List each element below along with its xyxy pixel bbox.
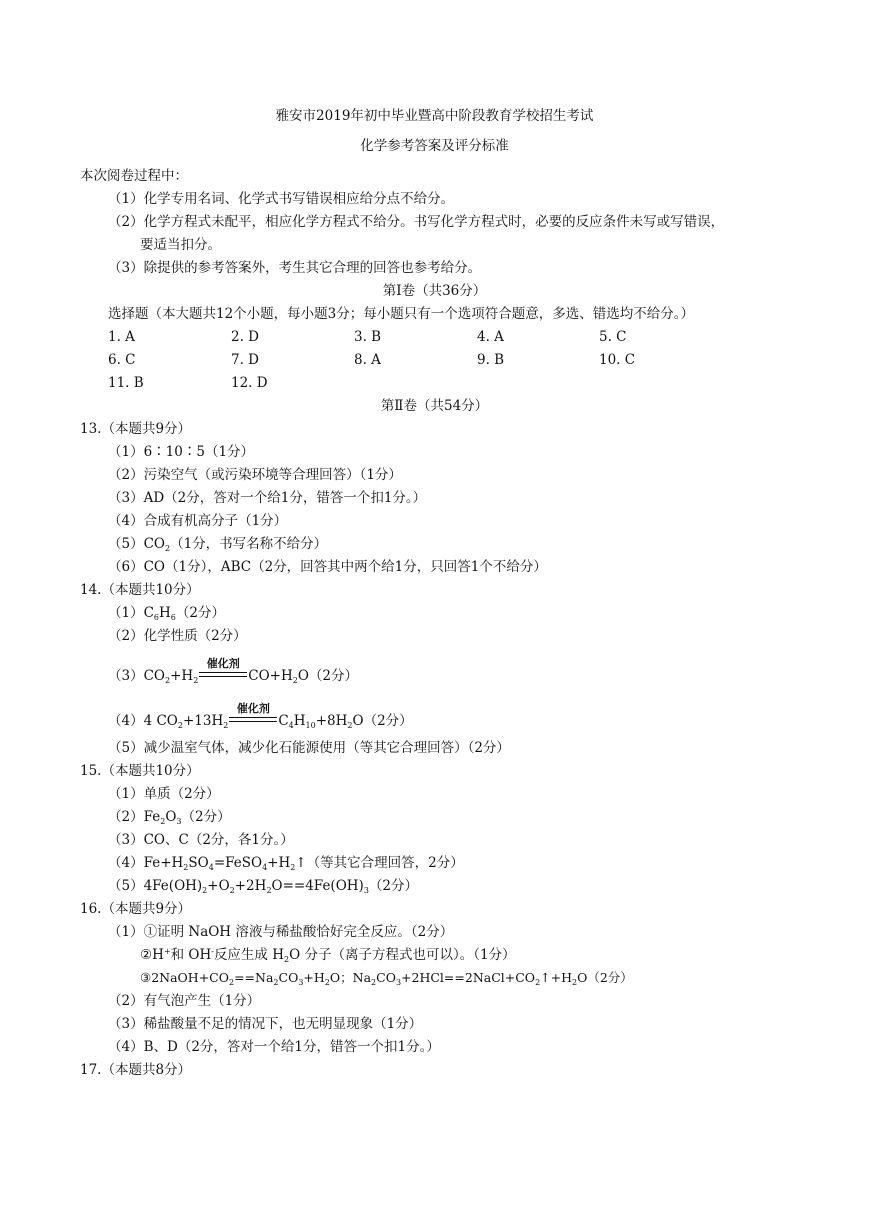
answer-11: 11. B	[108, 375, 144, 391]
q16-answer-3: （3）稀盐酸量不足的情况下，也无明显现象（1分）	[108, 1016, 423, 1032]
q16-answer-1b: ②H+和 OH-反应生成 $H_2O$ 分子（离子方程式也可以）。（1分）	[140, 947, 516, 964]
page-subtitle: 化学参考答案及评分标准	[360, 138, 509, 154]
q16-heading: 16.（本题共9分）	[80, 901, 192, 917]
note-2b: 要适当扣分。	[140, 237, 221, 253]
q15-answer-5: $(5)4Fe(OH)_2+O_2+2H_2O==4Fe(OH)_3(2$分）	[108, 878, 418, 895]
notes-intro: 本次阅卷过程中：	[80, 168, 188, 184]
note-3: （3）除提供的参考答案外，考生其它合理的回答也参考给分。	[108, 260, 482, 276]
q14-answer-4: （4）4 $CO_2+13H_2$ 催化剂 $C_4H_{10}+8H_2O(2$分）	[108, 702, 413, 730]
catalyst-equation-sign: 催化剂	[199, 667, 247, 685]
q15-answer-2: $(2)Fe_2O_3(2$分）	[108, 809, 231, 826]
answer-6: 6. C	[108, 352, 136, 368]
q13-heading: 13.（本题共9分）	[80, 421, 192, 437]
q14-answer-3: $(3)CO_2+H_2$ 催化剂 $CO+H_2O(2$分）	[108, 657, 359, 685]
q16-answer-4: （4）B、D（2分，答对一个给1分，错答一个扣1分。）	[108, 1039, 440, 1055]
answer-12: 12. D	[231, 375, 268, 391]
q15-answer-4: $(4)Fe+H_2SO_4=FeSO_4+H_2↑$（等其它合理回答，2分）	[108, 855, 464, 872]
catalyst-equation-sign: 催化剂	[229, 712, 277, 730]
q13-answer-1: （1）6∶10∶5（1分）	[108, 444, 255, 460]
answer-5: 5. C	[599, 329, 627, 345]
q16-answer-1c: $③2NaOH+CO_2==Na_2CO_3+H_2O$；$Na_2CO_3+2HCl==2NaCl+CO_2↑+H_2O(2$分）	[140, 970, 633, 987]
q16-answer-1a: （1）①证明 NaOH 溶液与稀盐酸恰好完全反应。（2分）	[108, 924, 454, 940]
q15-answer-3: （3）CO、C（2分，各1分。）	[108, 832, 294, 848]
q14-answer-2: （2）化学性质（2分）	[108, 628, 247, 644]
note-2a: （2）化学方程式未配平，相应化学方程式不给分。书写化学方程式时，必要的反应条件未写或写错误，	[108, 214, 725, 230]
part2-heading: 第Ⅱ卷（共54分）	[380, 398, 489, 414]
answer-4: 4. A	[477, 329, 504, 345]
q16-answer-2: （2）有气泡产生（1分）	[108, 993, 261, 1009]
part1-description: 选择题（本大题共12个小题，每小题3分；每小题只有一个选项符合题意，多选、错选均不给分。）	[108, 306, 695, 322]
answer-3: 3. B	[354, 329, 382, 345]
part1-heading: 第Ⅰ卷（共36分）	[382, 283, 487, 299]
q14-answer-1: $(1)C_6H_6(2$分）	[108, 605, 225, 622]
answer-7: 7. D	[231, 352, 259, 368]
q15-heading: 15.（本题共10分）	[80, 763, 200, 779]
q13-answer-3: （3）AD（2分，答对一个给1分，错答一个扣1分。）	[108, 490, 427, 506]
answer-10: 10. C	[599, 352, 636, 368]
q14-answer-5: （5）减少温室气体，减少化石能源使用（等其它合理回答）（2分）	[108, 740, 510, 756]
q15-answer-1: （1）单质（2分）	[108, 786, 220, 802]
answer-8: 8. A	[354, 352, 381, 368]
answer-1: 1. A	[108, 329, 135, 345]
answer-2: 2. D	[231, 329, 259, 345]
q13-answer-6: （6）CO（1分），ABC（2分，回答其中两个给1分，只回答1个不给分）	[108, 559, 547, 575]
page-title: 雅安市2019年初中毕业暨高中阶段教育学校招生考试	[275, 108, 594, 124]
q13-answer-5: $(5)CO_2(1$分，书写名称不给分）	[108, 536, 328, 553]
q17-heading: 17.（本题共8分）	[80, 1062, 192, 1078]
answer-9: 9. B	[477, 352, 505, 368]
q13-answer-2: （2）污染空气（或污染环境等合理回答）（1分）	[108, 467, 402, 483]
q13-answer-4: （4）合成有机高分子（1分）	[108, 513, 288, 529]
q14-heading: 14.（本题共10分）	[80, 582, 200, 598]
note-1: （1）化学专用名词、化学式书写错误相应给分点不给分。	[108, 191, 455, 207]
